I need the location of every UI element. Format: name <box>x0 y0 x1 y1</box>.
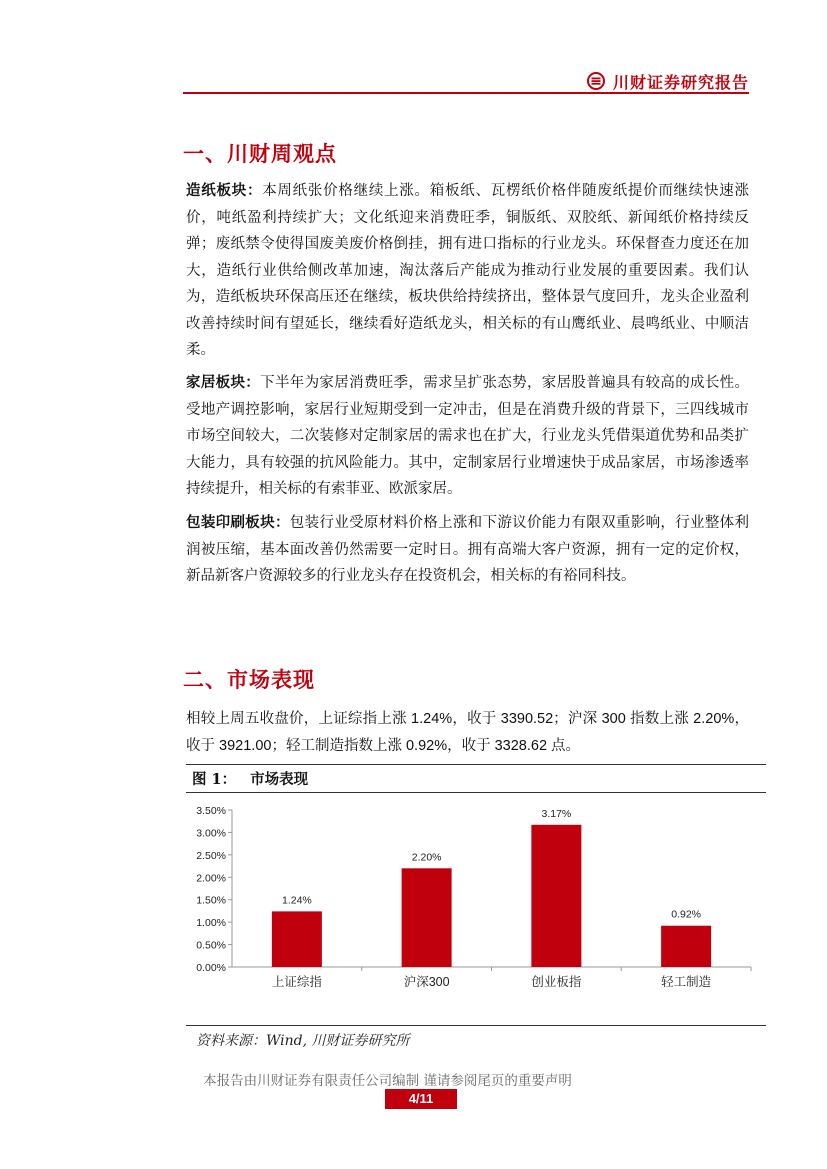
bar-4 <box>661 926 711 967</box>
paragraph-label: 造纸板块： <box>186 182 263 199</box>
report-header <box>587 70 749 92</box>
y-tick-label: 1.50% <box>196 894 226 907</box>
paragraph-label: 包装印刷板块： <box>186 514 290 531</box>
data-label: 2.20% <box>411 851 442 864</box>
data-label: 3.17% <box>541 807 572 820</box>
x-category-label: 创业板指 <box>531 975 582 989</box>
figure-number: 图 1： <box>192 771 237 788</box>
y-tick-label: 1.00% <box>196 917 226 930</box>
data-label: 1.24% <box>281 894 312 907</box>
y-tick-label: 2.00% <box>196 872 226 885</box>
header-brand-text: 川财证券研究报告 <box>612 72 749 92</box>
section-title-weekly-view: 一、川财周观点 <box>183 141 337 166</box>
y-tick-label: 3.50% <box>196 805 226 817</box>
y-tick-label: 3.00% <box>196 827 226 840</box>
figure-source: 资料来源：Wind, 川财证券研究所 <box>196 1033 410 1049</box>
market-performance-chart <box>186 796 766 996</box>
paragraph-home-sector <box>186 370 749 503</box>
x-category-label: 上证综指 <box>271 975 322 989</box>
paragraph-text: 包装行业受原材料价格上涨和下游议价能力有限双重影响，行业整体利润被压缩，基本面改善仍然需要一定时日。拥有高端大客户资源，拥有一定的定价权，新品新客户资源较多的行业龙头存在投资机会，相关标的有裕同科技。 <box>186 515 750 584</box>
footer-disclaimer: 本报告由川财证券有限责任公司编制 谨请参阅尾页的重要声明 <box>203 1073 572 1089</box>
figure-top-rule <box>186 764 766 765</box>
paragraph-packaging-sector <box>186 510 749 590</box>
paragraph-text: 本周纸张价格继续上涨。箱板纸、瓦楞纸价格伴随废纸提价而继续快速涨价，吨纸盈利持续扩大；文化纸迎来消费旺季，铜版纸、双胶纸、新闻纸价格持续反弹；废纸禁令使得国废美废价格倒挂，拥有进口指标的行业龙头。环保督查力度还在加大，造纸行业供给侧改革加速，淘汰落后产能成为推动行业发展的重要因素。我们认为，造纸板块环保高压还在继续，板块供给持续挤出，整体景气度回升，龙头企业盈利改善持续时间有望延长，继续看好造纸龙头，相关标的有山鹰纸业、晨鸣纸业、中顺洁柔。 <box>186 183 750 358</box>
page-number: 4/11 <box>385 1089 457 1109</box>
figure-title: 市场表现 <box>250 771 309 788</box>
x-category-label: 沪深300 <box>403 975 450 989</box>
y-tick-label: 2.50% <box>196 849 226 862</box>
y-tick-label: 0.00% <box>196 962 226 974</box>
paragraph-label: 家居板块： <box>186 374 261 391</box>
x-category-label: 轻工制造 <box>661 975 712 989</box>
paragraph-text: 下半年为家居消费旺季，需求呈扩张态势，家居股普遍具有较高的成长性。受地产调控影响，家居行业短期受到一定冲击，但是在消费升级的背景下，三四线城市市场空间较大，二次装修对定制家居的需求也在扩大，行业龙头凭借渠道优势和品类扩大能力，具有较强的抗风险能力。其中，定制家居行业增速快于成品家居，市场渗透率持续提升，相关标的有索菲亚、欧派家居。 <box>186 375 750 497</box>
bar-3 <box>531 825 581 967</box>
figure-bottom-rule <box>186 1025 766 1026</box>
company-logo-icon <box>587 72 605 90</box>
figure-caption-rule <box>186 792 766 793</box>
figure-caption <box>192 768 308 789</box>
y-tick-label: 0.50% <box>196 939 226 952</box>
header-divider <box>183 92 749 94</box>
paragraph-paper-sector <box>186 178 749 364</box>
data-label: 0.92% <box>671 908 702 921</box>
section-title-market: 二、市场表现 <box>183 667 315 692</box>
bar-1 <box>272 911 322 967</box>
paragraph-market-performance: 相较上周五收盘价，上证综指上涨 1.24%，收于 3390.52；沪深 300 指数上涨 2.20%，收于 3921.00；轻工制造指数上涨 0.92%，收于 3328.62 点。 <box>186 711 749 754</box>
bar-2 <box>402 868 452 967</box>
